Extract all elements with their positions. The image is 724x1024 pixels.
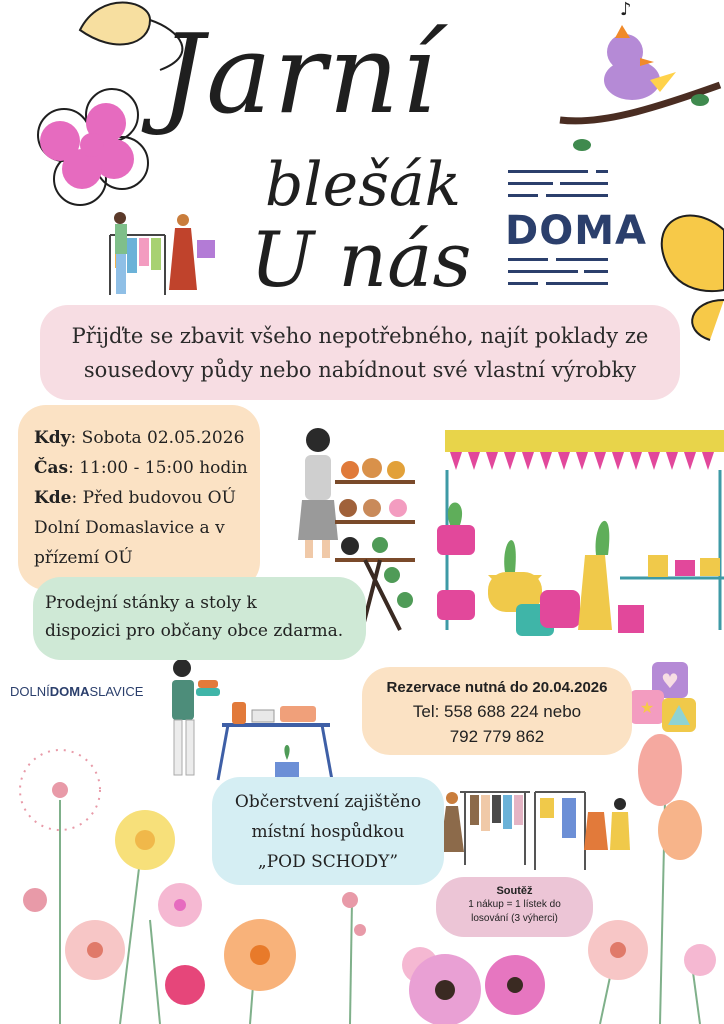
title-line-1: Jarní bbox=[160, 10, 439, 138]
time-value: : 11:00 - 15:00 hodin bbox=[68, 458, 248, 478]
where-label: Kde bbox=[34, 488, 72, 508]
flower-illustration bbox=[38, 89, 148, 205]
contest-box bbox=[436, 877, 593, 937]
blocks-illustration bbox=[630, 662, 696, 732]
when-label: Kdy bbox=[34, 428, 71, 448]
refreshment-line-1: Občerstvení zajištěno bbox=[234, 792, 422, 812]
refreshment-line-3: „POD SCHODY” bbox=[257, 852, 399, 872]
doma-logo-text: DOMA bbox=[505, 208, 647, 254]
dolni-domaslavice-logo bbox=[10, 684, 143, 699]
svg-text:♪: ♪ bbox=[620, 0, 632, 20]
where-row bbox=[34, 483, 260, 513]
reservation-box bbox=[362, 667, 632, 755]
clothing-rack-illustration bbox=[110, 212, 215, 295]
intro-line-1: Přijďte se zbavit všeho nepotřebného, najít poklady ze bbox=[71, 323, 649, 348]
reservation-phone-2: 792 779 862 bbox=[449, 727, 545, 746]
svg-text:♥: ♥ bbox=[661, 669, 679, 693]
logo-bold: DOMA bbox=[49, 684, 90, 699]
where-value: : Před budovou OÚ bbox=[71, 488, 236, 508]
logo-suffix: SLAVICE bbox=[89, 684, 144, 699]
where-line-2: Dolní Domaslavice a v bbox=[34, 518, 225, 538]
contest-line-2: losování (3 výherci) bbox=[471, 913, 558, 924]
stalls-line-1: Prodejní stánky a stoly k bbox=[45, 593, 257, 613]
time-label: Čas bbox=[34, 458, 69, 478]
bird-illustration bbox=[560, 0, 720, 151]
reservation-phone-1: Tel: 558 688 224 nebo bbox=[412, 702, 582, 721]
dishes-table-illustration bbox=[172, 659, 332, 780]
when-row bbox=[34, 423, 260, 453]
contest-heading: Soutěž bbox=[496, 885, 533, 897]
svg-text:★: ★ bbox=[639, 698, 655, 717]
contest-line-1: 1 nákup = 1 lístek do bbox=[468, 899, 561, 910]
stalls-box bbox=[33, 577, 366, 660]
market-stand-illustration bbox=[437, 430, 724, 636]
reservation-heading: Rezervace nutná do 20.04.2026 bbox=[386, 679, 608, 696]
when-value: : Sobota 02.05.2026 bbox=[70, 428, 245, 448]
title-line-2: blešák bbox=[265, 150, 462, 220]
refreshment-line-2: místní hospůdkou bbox=[251, 822, 405, 842]
where-line-3: přízemí OÚ bbox=[34, 548, 133, 568]
refreshment-box bbox=[212, 777, 444, 885]
event-details-box bbox=[18, 405, 260, 590]
logo-prefix: DOLNÍ bbox=[10, 684, 50, 699]
time-row bbox=[34, 453, 260, 483]
title-line-3: U nás bbox=[250, 215, 472, 304]
stalls-line-2: dispozici pro občany obce zdarma. bbox=[45, 621, 344, 641]
intro-line-2: sousedovy půdy nebo nabídnout své vlastní výrobky bbox=[83, 357, 637, 382]
intro-box bbox=[40, 305, 680, 400]
clothing-rack-illustration-2 bbox=[440, 792, 630, 870]
